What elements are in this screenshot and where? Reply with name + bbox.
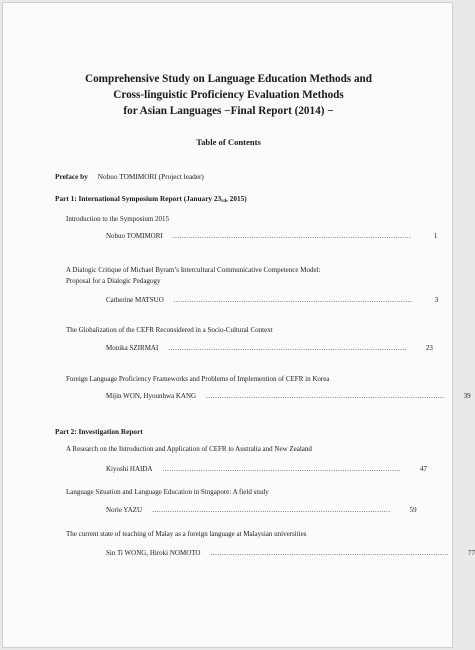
report-title-line-2: Cross-linguistic Proficiency Evaluation Methods: [113, 89, 344, 101]
leader-dots: ..........................................................................................................: [173, 296, 413, 304]
toc-entry: [106, 232, 438, 240]
toc-entry-author: Nobuo TOMIMORI: [106, 232, 163, 240]
report-title-line-3: for Asian Languages −Final Report (2014) −: [123, 105, 334, 117]
preface-text: Nobuo TOMIMORI (Project leader): [97, 172, 204, 181]
toc-entry: [106, 549, 475, 557]
toc-entry-page: 47: [419, 465, 427, 473]
toc-entry-page: 3: [434, 296, 439, 304]
toc-item-title-continued: Proposal for a Dialogic Pedagogy: [66, 277, 161, 285]
toc-entry-page: 39: [463, 392, 471, 400]
preface-line: [55, 172, 204, 181]
toc-entry: [106, 392, 471, 400]
toc-entry-author: Kiyoshi HAIDA: [106, 465, 153, 473]
part1-heading: [55, 194, 247, 204]
toc-entry-author: Monika SZIRMAI: [106, 344, 159, 352]
toc-entry-author: Norie YAZU: [106, 506, 143, 514]
part1-heading-tail: , 2015): [226, 194, 247, 203]
leader-dots: ..........................................................................................................: [162, 465, 401, 473]
toc-item-title: A Research on the Introduction and Application of CEFR to Australia and New Zealand: [66, 445, 312, 453]
toc-entry-author: Sin Ti WONG, Hiroki NOMOTO: [106, 549, 201, 557]
toc-heading: Table of Contents: [196, 137, 261, 147]
toc-entry-page: 23: [425, 344, 433, 352]
toc-entry: [106, 296, 439, 304]
toc-entry-page: 59: [409, 506, 417, 514]
part1-heading-text: Part 1: International Symposium Report (January 23: [55, 194, 222, 203]
leader-dots: ..........................................................................................................: [172, 232, 412, 240]
part2-heading: Part 2: Investigation Report: [55, 427, 143, 436]
toc-entry: [106, 465, 427, 473]
leader-dots: ..........................................................................................................: [152, 506, 391, 514]
toc-item-title: The Globalization of the CEFR Reconsidered in a Socio-Cultural Context: [66, 326, 273, 334]
toc-item-title: Foreign Language Proficiency Frameworks and Problems of Implemention of CEFR in Korea: [66, 375, 330, 383]
preface-label: Preface by: [55, 172, 88, 181]
toc-entry-page: 77: [467, 549, 475, 557]
toc-item-title: Introduction to the Symposium 2015: [66, 215, 170, 223]
part1-heading-ordinal: rd: [221, 199, 227, 204]
leader-dots: ..........................................................................................................: [168, 344, 407, 352]
toc-item-title: Language Situation and Language Education in Singapore: A field study: [66, 488, 269, 496]
leader-dots: ..........................................................................................................: [210, 549, 449, 557]
toc-item-title: A Dialogic Critique of Michael Byram’s Intercultural Communicative Competence Model:: [66, 266, 321, 274]
toc-entry-page: 1: [433, 232, 438, 240]
leader-dots: ..........................................................................................................: [206, 392, 445, 400]
document-page: [2, 2, 475, 648]
report-title-line-1: Comprehensive Study on Language Education Methods and: [85, 73, 372, 85]
toc-entry-author: Catherine MATSUO: [106, 296, 164, 304]
toc-entry: [106, 506, 417, 514]
toc-entry: [106, 344, 433, 352]
toc-entry-author: Mijin WON, Hyounhwa KANG: [106, 392, 197, 400]
toc-item-title: The current state of teaching of Malay as a foreign language at Malaysian universities: [66, 530, 307, 538]
